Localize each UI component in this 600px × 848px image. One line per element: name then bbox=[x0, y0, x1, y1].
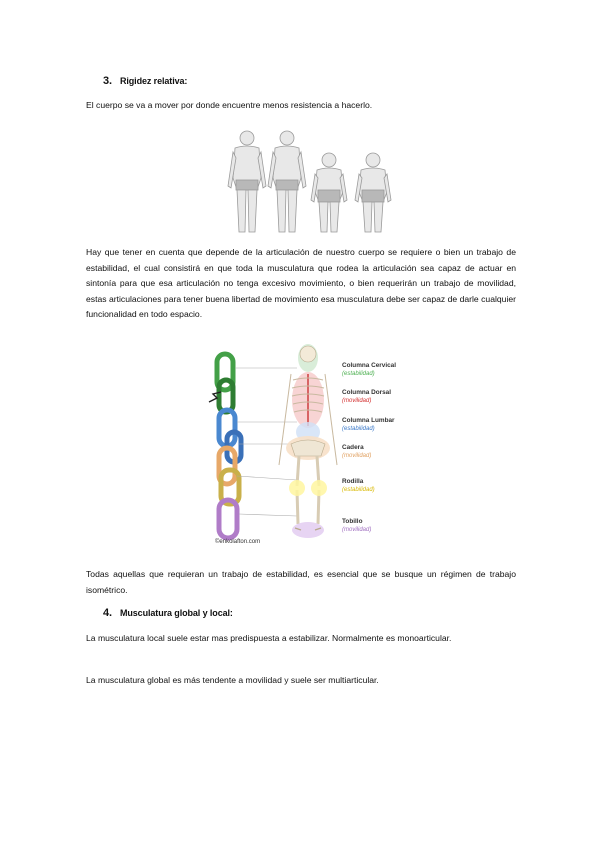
skeleton-figure bbox=[279, 344, 337, 538]
posture-figure bbox=[228, 131, 266, 232]
section-4-number: 4. bbox=[103, 607, 112, 619]
after-figure-paragraph: Todas aquellas que requieran un trabajo de estabilidad, es esencial que se busque un régimen de trabajo isométrico. bbox=[86, 569, 516, 595]
posture-figure bbox=[311, 153, 347, 232]
section-3-number: 3. bbox=[103, 75, 112, 87]
label-cadera: Cadera (movilidad) bbox=[342, 444, 372, 459]
label-columna-lumbar: Columna Lumbar (estabilidad) bbox=[342, 417, 395, 432]
label-tobillo: Tobillo (movilidad) bbox=[342, 518, 372, 533]
posture-figure bbox=[268, 131, 306, 232]
label-columna-cervical: Columna Cervical (estabilidad) bbox=[342, 362, 396, 377]
chain-link-cervical-2 bbox=[219, 380, 233, 412]
section-3-title: Rigidez relativa: bbox=[119, 76, 188, 86]
section-4-heading bbox=[103, 607, 233, 619]
label-rodilla: Rodilla (estabilidad) bbox=[342, 478, 375, 493]
section-4-paragraph-1: La musculatura local suele estar mas predispuesta a estabilizar. Normalmente es monoarticular. bbox=[86, 633, 452, 643]
section-3-intro: El cuerpo se va a mover por donde encuentre menos resistencia a hacerlo. bbox=[86, 100, 373, 110]
section-3-heading bbox=[103, 75, 187, 87]
posture-figure bbox=[355, 153, 391, 232]
posture-figures-image bbox=[225, 128, 400, 236]
section-4-paragraph-2: La musculatura global es más tendente a movilidad y suele ser multiarticular. bbox=[86, 675, 379, 685]
section-3-paragraph: Hay que tener en cuenta que depende de la articulación de nuestro cuerpo se requiere o bien un trabajo de estabilidad, el cual consistirá en que toda la musculatura que rodea la articulación sea capaz de actuar en sintonía para que esa articulación no tenga excesivo movimiento, o bien requerirán un trabajo de movilidad, estas articulaciones para tener buena libertad de movimiento esa musculatura debe ser capaz de darle cualquier funcionalidad en todo espacio. bbox=[86, 247, 516, 320]
section-4-title: Musculatura global y local: bbox=[119, 608, 233, 618]
image-credit: ©enkolafton.com bbox=[215, 539, 261, 545]
label-columna-dorsal: Columna Dorsal (movilidad) bbox=[342, 389, 392, 404]
